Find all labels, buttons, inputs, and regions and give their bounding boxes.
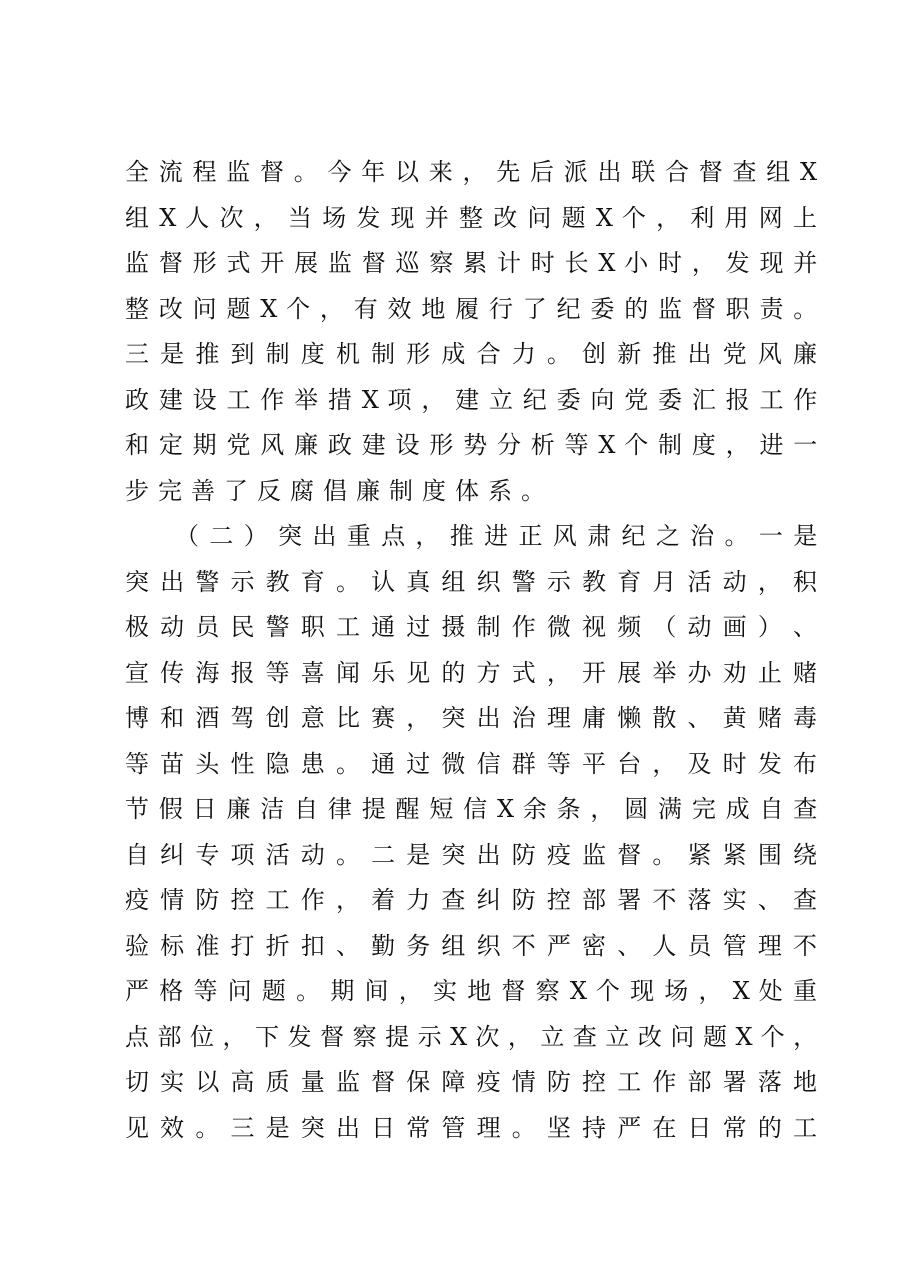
text-line: 见 效 。 三 是 突 出 日 常 管 理 。 坚 持 严 在 日 常 的 工 (125, 1113, 817, 1142)
text-line: 节 假 日 廉 洁 自 律 提 醒 短 信 X 余 条 ， 圆 满 完 成 自 查 (125, 795, 817, 823)
text-line: 监 督 形 式 开 展 监 督 巡 察 累 计 时 长 X 小 时 ， 发 现 并 (125, 249, 817, 277)
text-line: 博 和 酒 驾 创 意 比 赛 ， 突 出 治 理 庸 懒 散 、 黄 赌 毒 (125, 704, 817, 732)
text-line: 突 出 警 示 教 育 。 认 真 组 织 警 示 教 育 月 活 动 ， 积 (125, 567, 817, 596)
text-line: 和 定 期 党 风 廉 政 建 设 形 势 分 析 等 X 个 制 度 ， 进 一 (125, 431, 817, 459)
text-line: 三 是 推 到 制 度 机 制 形 成 合 力 。 创 新 推 出 党 风 廉 (125, 340, 817, 368)
text-line: 政 建 设 工 作 举 措 X 项 ， 建 立 纪 委 向 党 委 汇 报 工 作 (125, 385, 817, 414)
text-line: 严 格 等 问 题 。 期 间 ， 实 地 督 察 X 个 现 场 ， X 处 重 (125, 977, 817, 1005)
text-line: 极 动 员 民 警 职 工 通 过 摄 制 作 微 视 频 （ 动 画 ） 、 (125, 613, 817, 641)
section-heading-line: （ 二 ） 突 出 重 点 ， 推 进 正 风 肃 纪 之 治 。 一 是 (175, 522, 817, 550)
text-line: 步完善了反腐倡廉制度体系。 (125, 476, 554, 505)
text-line: 切 实 以 高 质 量 监 督 保 障 疫 情 防 控 工 作 部 署 落 地 (125, 1068, 817, 1096)
text-line: 疫 情 防 控 工 作 ， 着 力 查 纠 防 控 部 署 不 落 实 、 查 (125, 886, 817, 914)
text-line: 全 流 程 监 督 。 今 年 以 来 ， 先 后 派 出 联 合 督 查 组 X (125, 158, 817, 186)
text-line: 自 纠 专 项 活 动 。 二 是 突 出 防 疫 监 督 。 紧 紧 围 绕 (125, 840, 817, 869)
text-line: 等 苗 头 性 隐 患 。 通 过 微 信 群 等 平 台 ， 及 时 发 布 (125, 749, 817, 778)
text-line: 点 部 位 ， 下 发 督 察 提 示 X 次 ， 立 查 立 改 问 题 X 个 ， (125, 1022, 817, 1051)
text-line: 宣 传 海 报 等 喜 闻 乐 见 的 方 式 ， 开 展 举 办 劝 止 赌 (125, 658, 817, 687)
text-line: 组 X 人 次 ， 当 场 发 现 并 整 改 问 题 X 个 ， 利 用 网 上 (125, 203, 817, 232)
body-text (125, 150, 825, 1151)
text-line: 验 标 准 打 折 扣 、 勤 务 组 织 不 严 密 、 人 员 管 理 不 (125, 931, 817, 960)
text-line: 整 改 问 题 X 个 ， 有 效 地 履 行 了 纪 委 的 监 督 职 责 。 (125, 294, 817, 323)
